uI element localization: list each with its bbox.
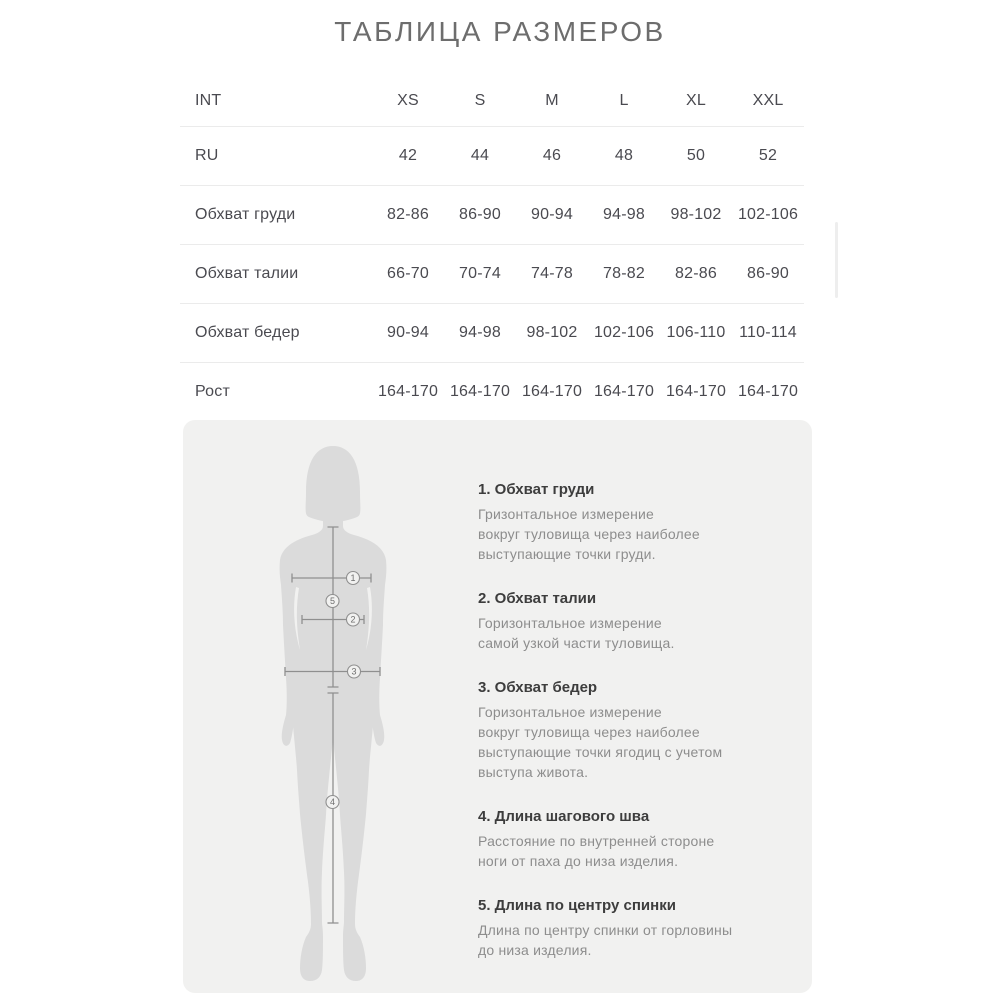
table-cell: 102-106 bbox=[593, 324, 655, 341]
section-title: 4. Длина шагового шва bbox=[478, 808, 650, 825]
table-row-height bbox=[180, 363, 804, 421]
table-cell: 86-90 bbox=[459, 206, 501, 223]
table-cell: 98-102 bbox=[670, 206, 722, 223]
row-label: Обхват груди bbox=[195, 206, 296, 223]
table-cell: 48 bbox=[614, 147, 634, 164]
measurement-descriptions bbox=[478, 480, 734, 985]
table-row-ru bbox=[180, 127, 804, 186]
table-cell: 164-170 bbox=[665, 383, 727, 400]
table-cell: 44 bbox=[470, 147, 490, 164]
table-cell: 94-98 bbox=[603, 206, 645, 223]
section-title: 5. Длина по центру спинки bbox=[478, 897, 676, 914]
table-cell: 110-114 bbox=[739, 324, 797, 341]
marker-number-5: 5 bbox=[329, 596, 336, 607]
measurement-section-back-length bbox=[478, 896, 734, 960]
table-cell: 164-170 bbox=[593, 383, 655, 400]
section-text-line: вокруг туловища через наиболее bbox=[478, 724, 700, 740]
section-title: 3. Обхват бедер bbox=[478, 679, 598, 696]
section-text-line: выступающие точки груди. bbox=[478, 546, 656, 562]
table-cell: XS bbox=[397, 92, 419, 109]
table-cell: 106-110 bbox=[666, 324, 726, 341]
section-text-line: Расстояние по внутренней стороне bbox=[478, 833, 715, 849]
table-cell: 42 bbox=[398, 147, 418, 164]
table-cell: S bbox=[474, 92, 486, 109]
page-title: ТАБЛИЦА РАЗМЕРОВ bbox=[334, 16, 666, 47]
table-cell: 90-94 bbox=[531, 206, 573, 223]
section-text-line: выступающие точки ягодиц с учетом bbox=[478, 744, 723, 760]
section-text-line: выступа живота. bbox=[478, 764, 589, 780]
row-label: Обхват бедер bbox=[195, 324, 300, 341]
table-cell: 78-82 bbox=[603, 265, 645, 282]
section-text-line: Горизонтальное измерение bbox=[478, 704, 662, 720]
marker-number-1: 1 bbox=[350, 573, 356, 584]
measurement-section-waist bbox=[478, 589, 734, 653]
table-cell: 94-98 bbox=[459, 324, 501, 341]
table-cell: 50 bbox=[686, 147, 706, 164]
table-row-waist bbox=[180, 245, 804, 304]
table-cell: L bbox=[619, 92, 629, 109]
table-cell: 52 bbox=[758, 147, 778, 164]
table-cell: M bbox=[545, 92, 559, 109]
section-text-line: Горизонтальное измерение bbox=[478, 615, 662, 631]
table-cell: 90-94 bbox=[387, 324, 429, 341]
measurement-section-inseam bbox=[478, 807, 734, 871]
measurement-section-chest bbox=[478, 480, 734, 564]
measurement-panel bbox=[183, 420, 812, 993]
row-label: Рост bbox=[195, 383, 230, 400]
table-cell: 66-70 bbox=[387, 265, 429, 282]
table-cell: 70-74 bbox=[459, 265, 501, 282]
table-cell: XXL bbox=[752, 92, 784, 109]
figure-head bbox=[306, 446, 361, 522]
table-cell: 164-170 bbox=[737, 383, 799, 400]
row-label: RU bbox=[195, 147, 219, 164]
marker-number-2: 2 bbox=[350, 614, 356, 625]
row-label: INT bbox=[195, 92, 222, 109]
table-cell: 74-78 bbox=[531, 265, 573, 282]
table-cell: 98-102 bbox=[526, 324, 578, 341]
scrollbar-thumb[interactable] bbox=[835, 222, 838, 298]
table-cell: 164-170 bbox=[449, 383, 511, 400]
section-text-line: ноги от паха до низа изделия. bbox=[478, 853, 679, 869]
table-cell: 164-170 bbox=[377, 383, 439, 400]
table-cell: 164-170 bbox=[521, 383, 583, 400]
section-text-line: Длина по центру спинки от горловины bbox=[478, 922, 733, 938]
table-row-int bbox=[180, 76, 804, 127]
section-text-line: вокруг туловища через наиболее bbox=[478, 526, 700, 542]
table-cell: 82-86 bbox=[387, 206, 429, 223]
section-text-line: самой узкой части туловища. bbox=[478, 635, 675, 651]
section-text-line: Гризонтальное измерение bbox=[478, 506, 655, 522]
row-label: Обхват талии bbox=[195, 265, 299, 282]
table-row-chest bbox=[180, 186, 804, 245]
section-title: 2. Обхват талии bbox=[478, 590, 597, 607]
table-row-hips bbox=[180, 304, 804, 363]
table-cell: XL bbox=[686, 92, 706, 109]
section-title: 1. Обхват груди bbox=[478, 481, 595, 498]
table-cell: 46 bbox=[542, 147, 562, 164]
measurement-section-hips bbox=[478, 678, 734, 782]
table-cell: 86-90 bbox=[747, 265, 789, 282]
table-cell: 102-106 bbox=[737, 206, 799, 223]
table-cell: 82-86 bbox=[675, 265, 717, 282]
section-text-line: до низа изделия. bbox=[478, 942, 592, 958]
marker-number-4: 4 bbox=[329, 797, 336, 808]
size-table bbox=[180, 76, 804, 421]
marker-number-3: 3 bbox=[351, 666, 357, 677]
